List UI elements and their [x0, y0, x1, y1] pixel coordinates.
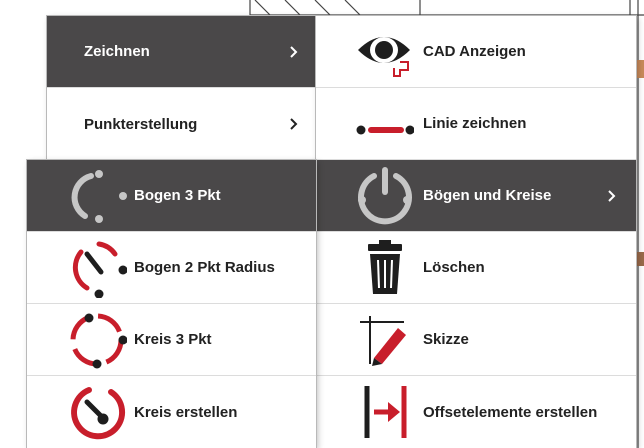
menu-item-skizze[interactable] — [316, 304, 636, 376]
chevron-right-icon — [606, 189, 618, 203]
sketch-pencil-icon — [354, 310, 414, 370]
menu-item-label: Zeichnen — [84, 43, 150, 60]
menu-item-label: CAD Anzeigen — [423, 43, 526, 60]
menu-item-cad-anzeigen[interactable] — [316, 16, 636, 88]
boegen-kreise-submenu — [27, 160, 316, 448]
menu-item-kreis-erstellen[interactable] — [27, 376, 316, 448]
menu-item-punkterstellung[interactable] — [47, 88, 316, 160]
chevron-right-icon — [288, 45, 300, 59]
menu-item-label: Skizze — [423, 331, 469, 348]
arc-3pt-icon — [67, 166, 127, 226]
eye-icon — [354, 22, 414, 82]
arc-power-icon — [354, 166, 414, 226]
menu-item-offsetelemente-erstellen[interactable] — [316, 376, 636, 448]
menu-item-label: Kreis erstellen — [134, 403, 238, 421]
menu-item-label: Bogen 2 Pkt Radius — [134, 259, 275, 276]
menu-item-kreis-3-pkt[interactable] — [27, 304, 316, 376]
main-menu — [47, 16, 316, 160]
zeichnen-submenu — [316, 16, 636, 448]
menu-item-label: Punkterstellung — [84, 115, 198, 133]
menu-item-linie-zeichnen[interactable] — [316, 88, 636, 160]
menu-item-boegen-und-kreise[interactable] — [316, 160, 636, 232]
line-draw-icon — [354, 94, 414, 154]
menu-item-bogen-2-pkt-radius[interactable] — [27, 232, 316, 304]
circle-3pt-icon — [67, 310, 127, 370]
menu-item-zeichnen[interactable] — [47, 16, 316, 88]
menu-item-label: Offsetelemente erstellen — [423, 403, 598, 421]
menu-item-label: Kreis 3 Pkt — [134, 331, 212, 348]
chevron-right-icon — [288, 117, 300, 131]
offset-arrow-icon — [354, 382, 414, 442]
menu-item-label: Löschen — [423, 259, 485, 276]
menu-item-label: Bogen 3 Pkt — [134, 187, 221, 204]
trash-icon — [354, 238, 414, 298]
menu-item-bogen-3-pkt[interactable] — [27, 160, 316, 232]
menu-item-loeschen[interactable] — [316, 232, 636, 304]
arc-2pt-radius-icon — [67, 238, 127, 298]
menu-item-label: Linie zeichnen — [423, 115, 527, 132]
circle-create-icon — [67, 382, 127, 442]
menu-item-label: Bögen und Kreise — [423, 187, 552, 204]
